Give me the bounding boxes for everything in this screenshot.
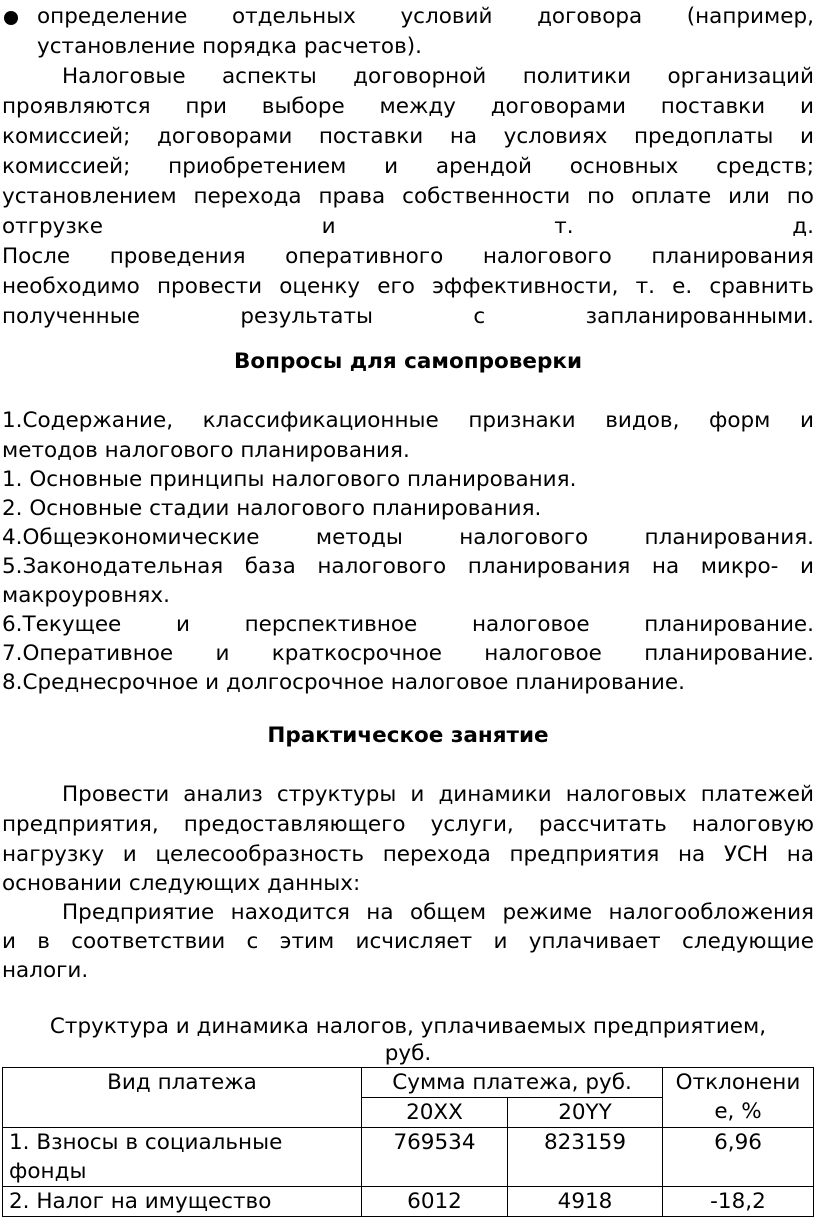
row-payment-name — [3, 1128, 362, 1187]
question-7 — [2, 639, 814, 669]
header-year-2: 20YY — [508, 1098, 663, 1128]
word: и — [215, 641, 230, 666]
word: целесообразность — [155, 842, 365, 867]
row-name-line-2: фонды — [9, 1159, 87, 1184]
question-5-line-1 — [2, 552, 814, 582]
word: основных — [569, 154, 679, 179]
word: планирование. — [644, 612, 814, 637]
word: оплате — [631, 184, 712, 209]
word: и — [384, 154, 399, 179]
para1-line-6 — [2, 212, 814, 242]
word: 6.Текущее — [2, 612, 122, 637]
word: с — [473, 304, 486, 329]
word: предоплаты — [633, 124, 774, 149]
word: т. — [554, 214, 574, 239]
word: перспективное — [244, 612, 418, 637]
table-row — [3, 1187, 814, 1217]
word: находится — [230, 900, 350, 925]
question-1-line-2: методов налогового планирования. — [2, 438, 410, 463]
practice-p2-line-2 — [2, 927, 814, 957]
word: поставки — [318, 124, 424, 149]
word: договорной — [353, 64, 487, 89]
word: в — [37, 929, 50, 954]
practice-p1-line-4: основании следующих данных: — [2, 871, 361, 896]
word: и — [2, 929, 16, 954]
word: перехода — [193, 184, 302, 209]
word: соответствии — [71, 929, 226, 954]
table-caption-line-2: руб. — [384, 1041, 432, 1066]
word: услуги, — [430, 812, 514, 837]
question-2: 1. Основные принципы налогового планирования. — [2, 467, 577, 492]
word: планирования. — [644, 525, 814, 550]
word: его — [377, 274, 415, 299]
word: договорами — [490, 94, 626, 119]
word: рассчитать — [538, 812, 667, 837]
practice-p1-line-2 — [2, 810, 814, 840]
para1-line-1 — [62, 62, 814, 92]
word: условий — [400, 4, 493, 29]
practice-heading: Практическое занятие — [267, 723, 549, 748]
word: налогообложения — [608, 900, 814, 925]
word: планирования — [651, 244, 814, 269]
tax-table — [2, 1067, 814, 1217]
word: исчисляет — [355, 929, 473, 954]
word: результаты — [240, 304, 373, 329]
word: следующие — [682, 929, 814, 954]
row-value-year-1: 769534 — [362, 1128, 508, 1187]
word: организаций — [667, 64, 814, 89]
word: динамики — [438, 782, 552, 807]
practice-p2-line-1 — [62, 898, 814, 928]
header-payment-sum: Сумма платежа, руб. — [362, 1068, 663, 1098]
word: общем — [409, 900, 487, 925]
para1-line-2 — [2, 92, 814, 122]
word: и — [122, 842, 137, 867]
para1-line-5 — [2, 182, 814, 212]
word: 1.Содержание, — [2, 408, 174, 433]
word: 7.Оперативное — [2, 641, 174, 666]
word: налоговых — [565, 782, 687, 807]
word: установлением — [2, 184, 177, 209]
word: 4.Общеэкономические — [2, 525, 260, 550]
word: и — [800, 554, 814, 579]
word: полученные — [2, 304, 140, 329]
word: и — [493, 929, 508, 954]
word: отгрузке — [2, 214, 103, 239]
word: нагрузку — [2, 842, 105, 867]
word: Провести — [62, 782, 170, 807]
para2-line-3 — [2, 302, 814, 332]
word: налогового — [317, 554, 447, 579]
para1-line-3 — [2, 122, 814, 152]
word: признаки — [468, 408, 576, 433]
word: приобретением — [168, 154, 347, 179]
word: с — [246, 929, 259, 954]
question-8: 8.Среднесрочное и долгосрочное налоговое планирование. — [2, 670, 685, 695]
word: необходимо — [2, 274, 140, 299]
table-row — [3, 1128, 814, 1187]
word: оценку — [279, 274, 361, 299]
word: режиме — [502, 900, 593, 925]
word: аспекты — [221, 64, 317, 89]
word: Предприятие — [62, 900, 215, 925]
word: на — [677, 842, 706, 867]
word: арендой — [435, 154, 532, 179]
header-deviation — [663, 1068, 814, 1128]
word: или — [728, 184, 770, 209]
question-3: 2. Основные стадии налогового планирования. — [2, 496, 542, 521]
word: и — [799, 94, 814, 119]
word: т. — [635, 274, 655, 299]
word: видов, — [605, 408, 680, 433]
word: на — [366, 900, 394, 925]
word: налогового — [459, 525, 589, 550]
word: форм — [708, 408, 771, 433]
word: планирования — [467, 554, 631, 579]
word: права — [318, 184, 386, 209]
word: предоставляющего — [183, 812, 406, 837]
row-value-year-2: 823159 — [508, 1128, 663, 1187]
row-deviation: 6,96 — [663, 1128, 814, 1187]
word: договорами — [156, 124, 293, 149]
word: и — [799, 124, 814, 149]
practice-p1-line-1 — [62, 780, 814, 810]
word: средств; — [716, 154, 814, 179]
word: на — [651, 554, 680, 579]
word: оперативного — [285, 244, 444, 269]
word: по — [786, 184, 814, 209]
header-year-1: 20XX — [362, 1098, 508, 1128]
word: анализ — [183, 782, 263, 807]
question-1-line-1 — [2, 406, 814, 436]
word: поставки — [660, 94, 766, 119]
word: и — [175, 612, 190, 637]
word: планирование. — [644, 641, 814, 666]
header-deviation-line-1: Отклонени — [675, 1070, 801, 1095]
word: структуры — [276, 782, 397, 807]
row-value-year-2: 4918 — [508, 1187, 663, 1217]
word: уплачивает — [528, 929, 661, 954]
word: запланированными. — [585, 304, 814, 329]
word: между — [379, 94, 456, 119]
word: микро- — [700, 554, 779, 579]
word: проявляются — [2, 94, 151, 119]
word: выборе — [261, 94, 345, 119]
word: по — [587, 184, 615, 209]
word: методы — [315, 525, 403, 550]
word: платежей — [700, 782, 814, 807]
word: налоговое — [471, 612, 590, 637]
table-caption-line-1: Структура и динамика налогов, уплачиваемых предприятием, — [49, 1014, 767, 1039]
practice-p2-line-3: налоги. — [2, 958, 89, 983]
word: на — [449, 124, 478, 149]
word: эффективности, — [432, 274, 619, 299]
word: е. — [672, 274, 693, 299]
word: и — [799, 408, 814, 433]
word: классификационные — [202, 408, 439, 433]
word: на — [786, 842, 814, 867]
word: Налоговые — [62, 64, 186, 89]
word: этим — [279, 929, 335, 954]
practice-p1-line-3 — [2, 840, 814, 870]
word: (например, — [686, 4, 814, 29]
word: налоговую — [691, 812, 814, 837]
word: краткосрочное — [271, 641, 442, 666]
word: и — [321, 214, 336, 239]
row-deviation: -18,2 — [663, 1187, 814, 1217]
word: провести — [156, 274, 263, 299]
word: договора — [537, 4, 643, 29]
word: 5.Законодательная — [2, 554, 224, 579]
row-name-line-1: 1. Взносы в социальные — [9, 1130, 283, 1155]
bullet-icon — [4, 11, 18, 25]
word: и — [410, 782, 425, 807]
word: комиссией; — [2, 124, 131, 149]
word: при — [185, 94, 227, 119]
word: предприятия, — [2, 812, 159, 837]
bullet-text-line-1 — [37, 2, 814, 32]
word: налогового — [482, 244, 612, 269]
row-payment-name: 2. Налог на имущество — [3, 1187, 362, 1217]
question-5-line-2: макроуровнях. — [2, 583, 170, 608]
row-value-year-1: 6012 — [362, 1187, 508, 1217]
word: предприятия — [509, 842, 660, 867]
para1-line-4 — [2, 152, 814, 182]
word: проведения — [109, 244, 246, 269]
para2-line-1 — [2, 242, 814, 272]
para2-line-2 — [2, 272, 814, 302]
word: сравнить — [709, 274, 814, 299]
question-4 — [2, 523, 814, 553]
header-deviation-line-2: е, % — [714, 1099, 762, 1124]
word: д. — [792, 214, 814, 239]
word: база — [244, 554, 296, 579]
word: условиях — [503, 124, 608, 149]
word: налоговое — [484, 641, 602, 666]
word: перехода — [382, 842, 491, 867]
word: политики — [522, 64, 632, 89]
word: УСН — [723, 842, 769, 867]
bullet-text-line-2: установление порядка расчетов). — [37, 34, 422, 59]
question-6 — [2, 610, 814, 640]
word: отдельных — [231, 4, 356, 29]
word: После — [2, 244, 71, 269]
questions-heading: Вопросы для самопроверки — [233, 349, 583, 374]
table-header-row — [3, 1068, 814, 1098]
word: комиссией; — [2, 154, 131, 179]
header-payment-type: Вид платежа — [3, 1068, 362, 1128]
word: собственности — [402, 184, 571, 209]
word: определение — [37, 4, 188, 29]
